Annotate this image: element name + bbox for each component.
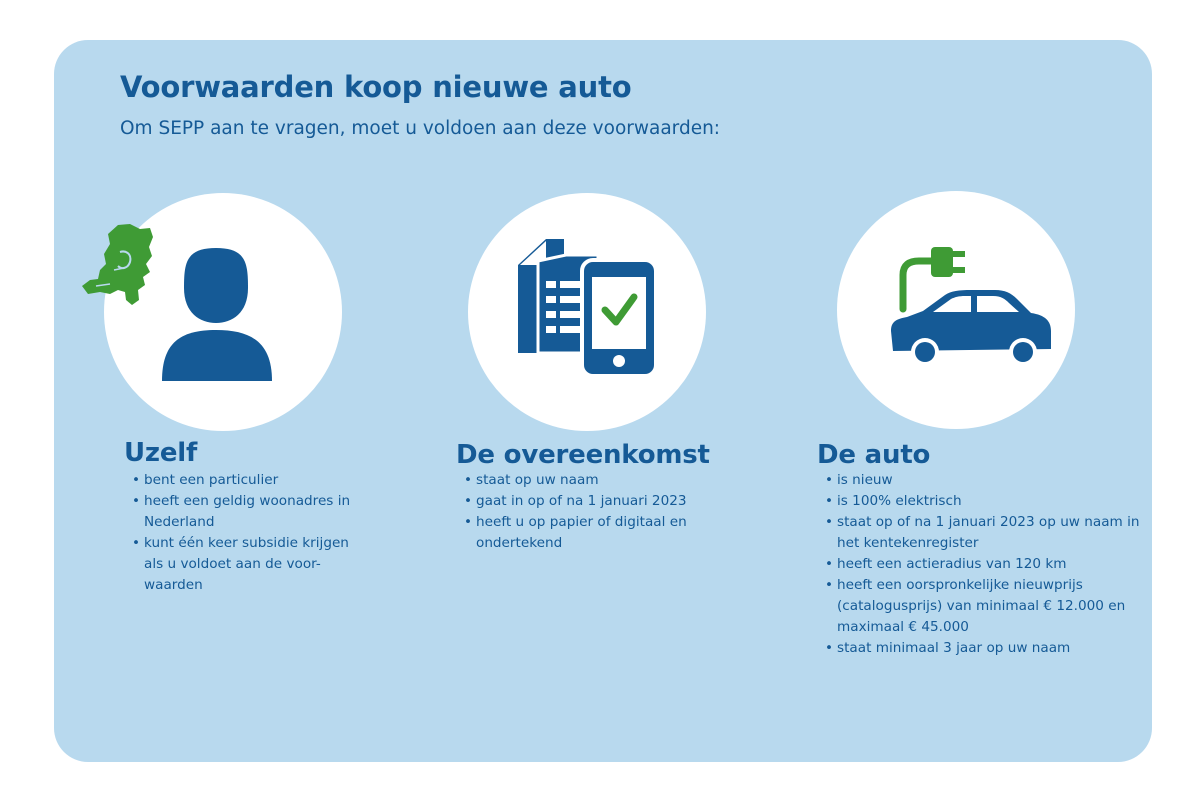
list-item: • heeft u op papier of digitaal en ondertekend bbox=[464, 512, 734, 554]
list-item: • kunt één keer subsidie krijgen als u voldoet aan de voor-waarden bbox=[132, 533, 364, 596]
list-item: • heeft een geldig woonadres in Nederland bbox=[132, 491, 364, 533]
list-item: • staat op of na 1 januari 2023 op uw naam in het kentekenregister bbox=[825, 512, 1141, 554]
agreement-circle bbox=[468, 193, 706, 431]
page-title: Voorwaarden koop nieuwe auto bbox=[120, 70, 632, 104]
list-item: • heeft een actieradius van 120 km bbox=[825, 554, 1141, 575]
car-circle bbox=[837, 191, 1075, 429]
page-subtitle: Om SEPP aan te vragen, moet u voldoen aan deze voorwaarden: bbox=[120, 118, 721, 139]
electric-car-icon bbox=[837, 191, 1075, 429]
netherlands-map-icon bbox=[80, 222, 158, 310]
documents-phone-check-icon bbox=[468, 193, 706, 431]
uzelf-list bbox=[132, 470, 364, 596]
list-item: • staat op uw naam bbox=[464, 470, 734, 491]
list-item: • is 100% elektrisch bbox=[825, 491, 1141, 512]
list-item: • heeft een oorspronkelijke nieuwprijs (catalogusprijs) van minimaal € 12.000 en maximaal € 45.000 bbox=[825, 575, 1141, 638]
overeenkomst-list bbox=[464, 470, 734, 554]
auto-list bbox=[825, 470, 1141, 659]
column-title-overeenkomst: De overeenkomst bbox=[456, 440, 710, 470]
list-item: • is nieuw bbox=[825, 470, 1141, 491]
list-item: • staat minimaal 3 jaar op uw naam bbox=[825, 638, 1141, 659]
list-item: • gaat in op of na 1 januari 2023 bbox=[464, 491, 734, 512]
list-item: • bent een particulier bbox=[132, 470, 364, 491]
column-title-auto: De auto bbox=[817, 440, 931, 470]
column-title-uzelf: Uzelf bbox=[124, 438, 198, 468]
